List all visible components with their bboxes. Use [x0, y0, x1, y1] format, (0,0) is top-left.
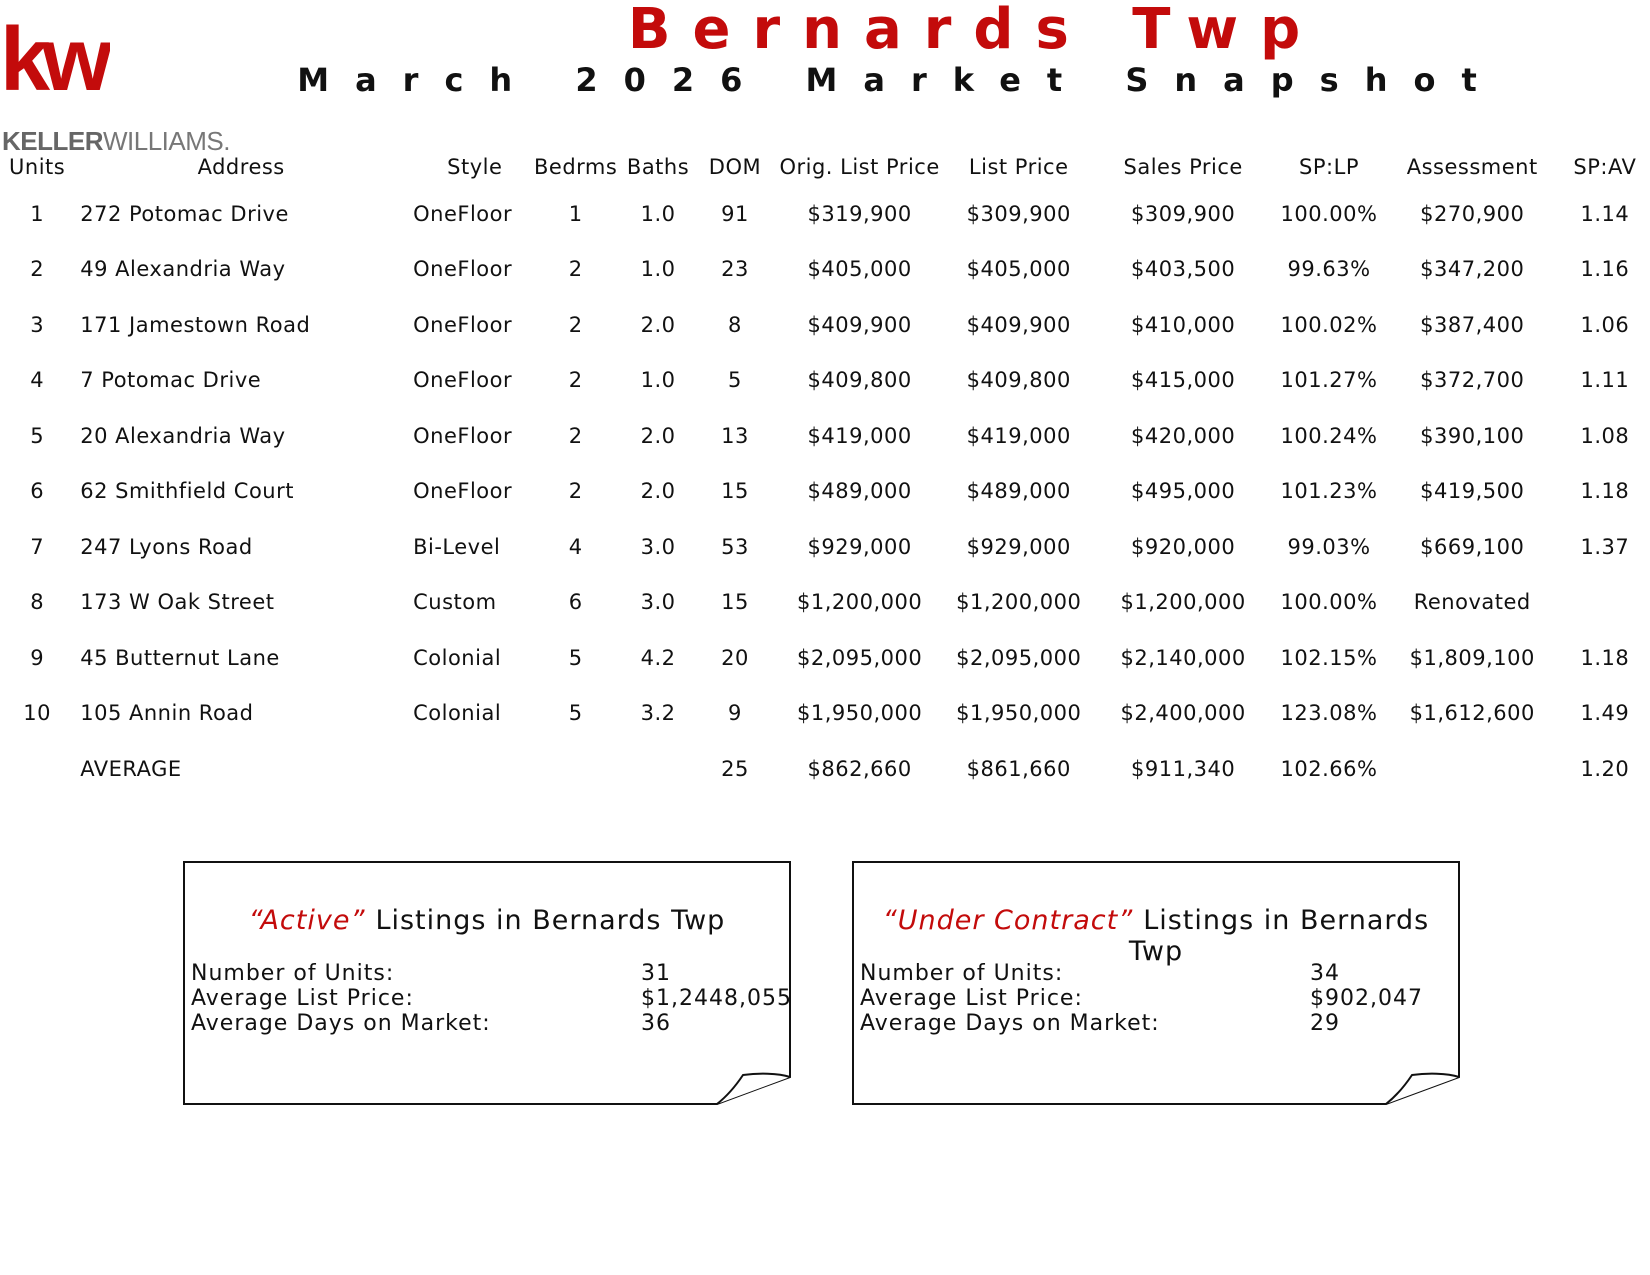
cell-list-price: $405,000: [966, 257, 1071, 282]
cell-style: Colonial: [413, 645, 502, 670]
contract-status: “Under Contract”: [882, 905, 1134, 936]
brand-thin: WILLIAMS: [103, 126, 224, 156]
cell-bedrooms: 5: [568, 645, 583, 670]
col-bedrooms: Bedrms: [534, 155, 618, 179]
cell-address: 62 Smithfield Court: [80, 479, 294, 504]
cell-list-price: $409,900: [966, 312, 1071, 337]
active-price-value: $1,2448,055: [641, 986, 792, 1011]
table-row: [0, 575, 1650, 631]
cell-orig-list-price: $419,000: [807, 423, 912, 448]
cell-style: OneFloor: [413, 368, 513, 393]
cell-dom: 53: [721, 534, 749, 559]
page-header: [0, 0, 1650, 100]
cell-style: Bi-Level: [413, 534, 501, 559]
cell-unit: 3: [30, 312, 45, 337]
contract-dom-label: Average Days on Market:: [860, 1011, 1160, 1036]
cell-orig-list-price: $319,900: [807, 201, 912, 226]
cell-address: 45 Butternut Lane: [80, 645, 280, 670]
cell-sp-lp: 100.00%: [1280, 590, 1378, 615]
contract-units-label: Number of Units:: [860, 961, 1064, 986]
average-row: [0, 741, 1650, 797]
cell-assessment: $419,500: [1420, 479, 1525, 504]
active-status: “Active”: [248, 905, 366, 936]
cell-orig-list-price: $1,950,000: [796, 701, 923, 726]
cell-orig-list-price: $2,095,000: [796, 645, 923, 670]
active-dom-value: 36: [641, 1011, 671, 1036]
contract-price-value: $902,047: [1310, 986, 1423, 1011]
cell-dom: 9: [728, 701, 742, 726]
average-sp-av: 1.20: [1580, 756, 1630, 781]
cell-baths: 2.0: [640, 479, 676, 504]
contract-dom-value: 29: [1310, 1011, 1340, 1036]
cell-list-price: $929,000: [966, 534, 1071, 559]
cell-sales-price: $420,000: [1131, 423, 1236, 448]
cell-sp-lp: 101.27%: [1280, 368, 1378, 393]
cell-orig-list-price: $489,000: [807, 479, 912, 504]
cell-assessment: $387,400: [1420, 312, 1525, 337]
cell-orig-list-price: $1,200,000: [796, 590, 923, 615]
brand-bold: KELLER: [2, 126, 103, 156]
table-body: [0, 186, 1650, 741]
cell-sp-lp: 123.08%: [1280, 701, 1378, 726]
cell-orig-list-price: $409,800: [807, 368, 912, 393]
cell-address: 7 Potomac Drive: [80, 368, 262, 393]
cell-address: 247 Lyons Road: [80, 534, 253, 559]
cell-unit: 7: [30, 534, 45, 559]
cell-list-price: $1,950,000: [956, 701, 1082, 726]
cell-assessment: $270,900: [1420, 201, 1525, 226]
table-row: [0, 297, 1650, 353]
cell-style: OneFloor: [413, 201, 513, 226]
cell-sales-price: $2,140,000: [1120, 645, 1246, 670]
cell-sales-price: $920,000: [1131, 534, 1236, 559]
cell-assessment: $1,809,100: [1409, 645, 1535, 670]
table-header-row: [0, 148, 1650, 186]
cell-sp-lp: 99.63%: [1287, 257, 1371, 282]
cell-address: 173 W Oak Street: [80, 590, 275, 615]
col-dom: DOM: [708, 155, 762, 179]
table-row: [0, 686, 1650, 742]
table-row: [0, 242, 1650, 298]
cell-dom: 15: [721, 479, 749, 504]
page-title: Bernards Twp: [627, 0, 1323, 62]
col-units: Units: [9, 155, 66, 179]
col-sp-lp: SP:LP: [1299, 155, 1359, 179]
active-listings-card: [183, 861, 791, 1105]
average-label: AVERAGE: [80, 756, 182, 781]
cell-baths: 3.0: [640, 590, 676, 615]
cell-orig-list-price: $409,900: [807, 312, 912, 337]
cell-list-price: $1,200,000: [956, 590, 1082, 615]
cell-bedrooms: 1: [568, 201, 583, 226]
average-list: $861,660: [966, 756, 1071, 781]
cell-sales-price: $403,500: [1131, 257, 1236, 282]
col-list-price: List Price: [968, 155, 1069, 179]
cell-bedrooms: 2: [568, 312, 583, 337]
cell-unit: 1: [30, 201, 45, 226]
cell-assessment: $347,200: [1420, 257, 1525, 282]
average-dom: 25: [721, 756, 749, 781]
cell-address: 49 Alexandria Way: [80, 257, 286, 282]
col-baths: Baths: [626, 155, 690, 179]
cell-bedrooms: 2: [568, 257, 583, 282]
cell-orig-list-price: $929,000: [807, 534, 912, 559]
cell-bedrooms: 4: [568, 534, 583, 559]
cell-style: Custom: [413, 590, 497, 615]
cell-unit: 2: [30, 257, 45, 282]
table-row: [0, 464, 1650, 520]
table-row: [0, 408, 1650, 464]
cell-dom: 20: [721, 645, 749, 670]
cell-sp-av: 1.37: [1580, 534, 1630, 559]
cell-unit: 8: [30, 590, 45, 615]
cell-sp-av: 1.14: [1580, 201, 1630, 226]
cell-assessment: $390,100: [1420, 423, 1525, 448]
col-orig-list-price: Orig. List Price: [779, 155, 940, 179]
cell-baths: 2.0: [640, 423, 676, 448]
cell-assessment: Renovated: [1413, 590, 1531, 615]
cell-sp-av: 1.08: [1580, 423, 1630, 448]
cell-assessment: $372,700: [1420, 368, 1525, 393]
cell-baths: 3.2: [640, 701, 676, 726]
cell-address: 171 Jamestown Road: [80, 312, 311, 337]
col-address: Address: [197, 155, 285, 179]
cell-sp-av: [1560, 575, 1650, 631]
cell-baths: 1.0: [640, 201, 676, 226]
col-assessment: Assessment: [1406, 155, 1538, 179]
cell-bedrooms: 2: [568, 479, 583, 504]
cell-bedrooms: 2: [568, 423, 583, 448]
average-sales: $911,340: [1131, 756, 1236, 781]
average-sp-lp: 102.66%: [1280, 756, 1378, 781]
cell-address: 20 Alexandria Way: [80, 423, 286, 448]
page-subtitle: March 2026 Market Snapshot: [297, 61, 1503, 99]
cell-sp-av: 1.16: [1580, 257, 1630, 282]
active-price-label: Average List Price:: [191, 986, 414, 1011]
cell-baths: 4.2: [640, 645, 676, 670]
cell-baths: 1.0: [640, 257, 676, 282]
cell-assessment: $1,612,600: [1409, 701, 1535, 726]
cell-unit: 5: [30, 423, 45, 448]
col-sales-price: Sales Price: [1123, 155, 1243, 179]
cell-baths: 1.0: [640, 368, 676, 393]
cell-sp-lp: 100.24%: [1280, 423, 1378, 448]
brand-registered: .: [223, 126, 230, 156]
cell-dom: 23: [721, 257, 749, 282]
cell-baths: 2.0: [640, 312, 676, 337]
cell-bedrooms: 2: [568, 368, 583, 393]
cell-sales-price: $415,000: [1131, 368, 1236, 393]
cell-sp-lp: 99.03%: [1287, 534, 1371, 559]
table-row: [0, 630, 1650, 686]
cell-address: 272 Potomac Drive: [80, 201, 289, 226]
cell-list-price: $409,800: [966, 368, 1071, 393]
cell-style: OneFloor: [413, 479, 513, 504]
cell-style: OneFloor: [413, 312, 513, 337]
table-row: [0, 353, 1650, 409]
cell-dom: 5: [728, 368, 742, 393]
cell-list-price: $309,900: [966, 201, 1071, 226]
cell-address: 105 Annin Road: [80, 701, 254, 726]
cell-style: Colonial: [413, 701, 502, 726]
cell-bedrooms: 5: [568, 701, 583, 726]
cell-list-price: $2,095,000: [956, 645, 1082, 670]
cell-style: OneFloor: [413, 257, 513, 282]
under-contract-card: [852, 861, 1460, 1105]
cell-dom: 13: [721, 423, 749, 448]
cell-sales-price: $2,400,000: [1120, 701, 1246, 726]
col-sp-av: SP:AV: [1573, 155, 1637, 179]
cell-sp-lp: 100.02%: [1280, 312, 1378, 337]
cell-sales-price: $410,000: [1131, 312, 1236, 337]
cell-list-price: $489,000: [966, 479, 1071, 504]
cell-unit: 9: [30, 645, 45, 670]
contract-price-label: Average List Price:: [860, 986, 1083, 1011]
cell-sp-av: 1.06: [1580, 312, 1630, 337]
cell-unit: 10: [23, 701, 51, 726]
cell-style: OneFloor: [413, 423, 513, 448]
col-style: Style: [447, 155, 503, 179]
sales-table: [0, 148, 1650, 797]
active-units-value: 31: [641, 961, 671, 986]
cell-sp-lp: 100.00%: [1280, 201, 1378, 226]
cell-dom: 8: [728, 312, 742, 337]
cell-sp-av: 1.11: [1580, 368, 1630, 393]
cell-sp-lp: 102.15%: [1280, 645, 1378, 670]
cell-orig-list-price: $405,000: [807, 257, 912, 282]
cell-dom: 15: [721, 590, 749, 615]
active-dom-label: Average Days on Market:: [191, 1011, 491, 1036]
cell-assessment: $669,100: [1420, 534, 1525, 559]
active-card-title: “Active” Listings in Bernards Twp: [248, 905, 726, 936]
cell-sales-price: $1,200,000: [1120, 590, 1246, 615]
cell-sales-price: $495,000: [1131, 479, 1236, 504]
cell-sp-lp: 101.23%: [1280, 479, 1378, 504]
kw-logo-mark: kw: [0, 22, 105, 100]
average-orig-list: $862,660: [807, 756, 912, 781]
cell-sp-av: 1.18: [1580, 645, 1630, 670]
cell-bedrooms: 6: [568, 590, 583, 615]
contract-units-value: 34: [1310, 961, 1340, 986]
cell-list-price: $419,000: [966, 423, 1071, 448]
cell-unit: 6: [30, 479, 45, 504]
cell-sp-av: 1.18: [1580, 479, 1630, 504]
table-row: [0, 519, 1650, 575]
cell-baths: 3.0: [640, 534, 676, 559]
contract-card-title: “Under Contract” Listings in Bernards Twp: [882, 905, 1430, 967]
cell-dom: 91: [721, 201, 749, 226]
table-row: [0, 186, 1650, 242]
cell-sales-price: $309,900: [1131, 201, 1236, 226]
cell-unit: 4: [30, 368, 45, 393]
active-units-label: Number of Units:: [191, 961, 395, 986]
cell-sp-av: 1.49: [1580, 701, 1630, 726]
